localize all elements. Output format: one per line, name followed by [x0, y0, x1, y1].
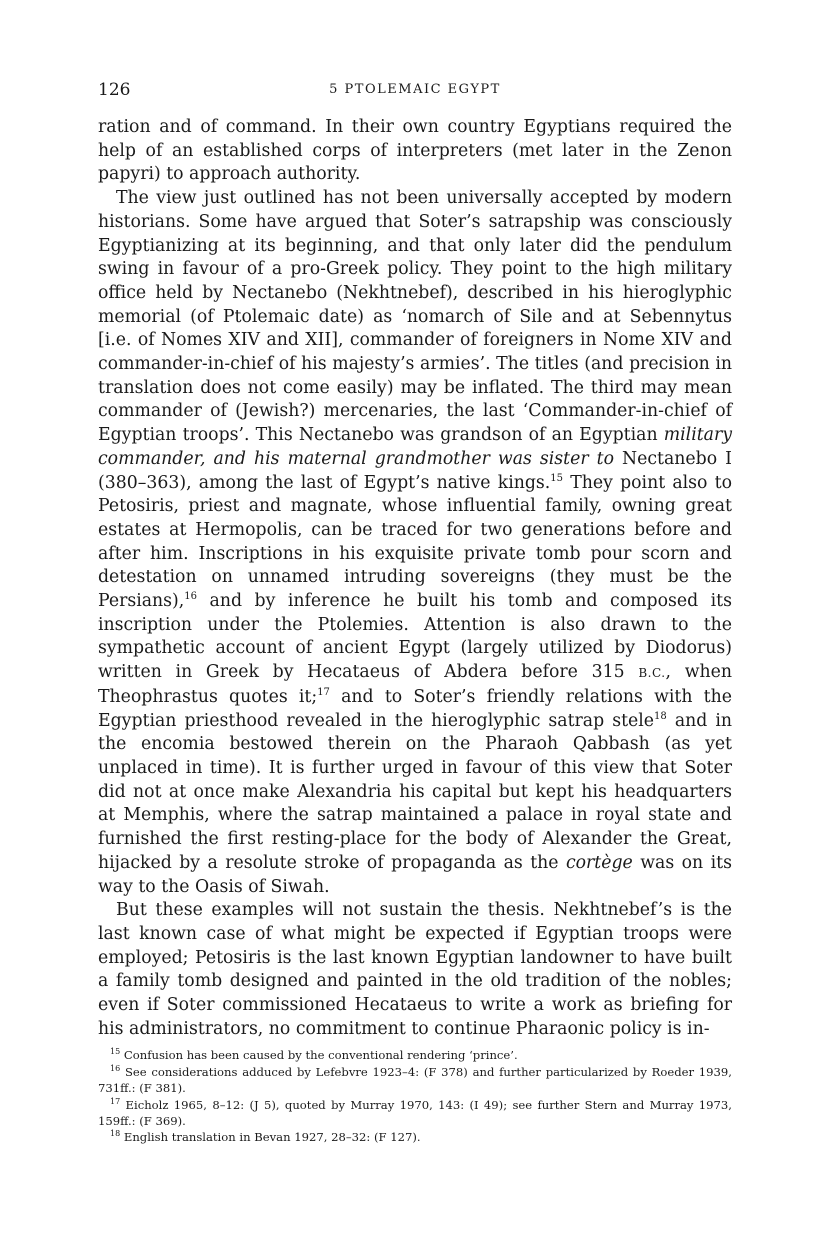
- footnote-text: English translation in Bevan 1927, 28–32: (F 127).: [120, 1130, 421, 1145]
- text-run: and by inference he built his tomb and composed its inscription under the Ptolemies. Attention is also drawn to the sympathetic account of ancient Egypt (largely utilized by Diodorus) written in Greek by Hecataeus of Abdera before 315: [98, 591, 732, 683]
- text-run: and in the encomia bestowed therein on the Pharaoh Qabbash (as yet unplaced in time). It is further urged in favour of this view that Soter did not at once make Alexandria his capital but kept his headquarters at Memphis, where the satrap maintained a palace in royal state and furnished the first resting-place for the body of Alexander the Great, hijacked by a resolute stroke of propaganda as the: [98, 710, 733, 873]
- footnote-number: 16: [110, 1063, 121, 1073]
- footnote: [98, 1064, 732, 1097]
- footnotes: [98, 1047, 732, 1145]
- italic-text: military commander, and his maternal grandmother was sister to: [98, 425, 732, 469]
- footnote-ref: 15: [550, 472, 564, 484]
- italic-text: cortège: [565, 852, 633, 873]
- small-caps-text: B.C.: [638, 666, 666, 681]
- footnote: [98, 1047, 732, 1063]
- footnote-text: Eicholz 1965, 8–12: (J 5), quoted by Murray 1970, 143: (I 49); see further Stern and Murray 1973, 159ff.: (F 369).: [98, 1097, 732, 1129]
- body-text: [98, 116, 732, 1041]
- footnote-ref: 16: [184, 591, 198, 603]
- footnote-number: 18: [110, 1129, 121, 1139]
- book-page: [98, 80, 732, 1146]
- paragraph: [98, 187, 732, 899]
- footnote-number: 17: [110, 1096, 121, 1106]
- footnote: [98, 1129, 732, 1145]
- text-run: was on its way to the Oasis of Siwah.: [98, 852, 732, 897]
- footnote-number: 15: [110, 1047, 121, 1057]
- footnote-text: Confusion has been caused by the conventional rendering ‘prince’.: [120, 1048, 518, 1063]
- text-run: Nectanebo I (380–363), among the last of Egypt’s native kings.: [98, 448, 732, 493]
- text-run: But these examples will not sustain the thesis. Nekhtnebef’s is the last known case of what might be expected if Egyptian troops were employed; Petosiris is the last known Egyptian landowner to have built a family tomb designed and painted in the old tradition of the nobles; even if Soter commissioned Hecataeus to write a work as briefing for his administrators, no commitment to continue Pharaonic policy is in-: [98, 900, 732, 1039]
- running-header: [98, 80, 732, 106]
- running-title: 5 PTOLEMAIC EGYPT: [329, 82, 501, 97]
- footnote-ref: 17: [317, 687, 330, 699]
- footnote-ref: 18: [654, 710, 667, 722]
- text-run: The view just outlined has not been universally accepted by modern historians. Some have argued that Soter’s satrapship was consciously Egyptianizing at its beginning, and that only later did the pendulum swing in favour of a pro-Greek policy. They point to the high military office held by Nectanebo (Nekhtnebef), described in his hieroglyphic memorial (of Ptolemaic date) as ‘nomarch of Sile and at Sebennytus [i.e. of Nomes XIV and XII], commander of foreigners in Nome XIV and commander-in-chief of his majesty’s armies’. The titles (and precision in translation does not come easily) may be inflated. The third may mean commander of (Jewish?) mercenaries, the last ‘Commander-in-chief of Egyptian troops’. This Nectanebo was grandson of an Egyptian: [98, 188, 732, 446]
- footnote-text: See considerations adduced by Lefebvre 1923–4: (F 378) and further particularized by Roeder 1939, 731ff.: (F 381).: [98, 1064, 732, 1096]
- paragraph: [98, 899, 732, 1041]
- text-run: , when Theophrastus quotes it;: [98, 662, 733, 707]
- text-run: ration and of command. In their own country Egyptians required the help of an established corps of interpreters (met later in the Zenon papyri) to approach authority.: [98, 117, 732, 185]
- text-run: and to Soter’s friendly relations with the Egyptian priesthood revealed in the hieroglyphic satrap stele: [98, 686, 732, 731]
- paragraph: [98, 116, 732, 187]
- text-run: They point also to Petosiris, priest and magnate, whose influential family, owning great estates at Hermopolis, can be traced for two generations before and after him. Inscriptions in his exquisite private tomb pour scorn and detestation on unnamed intruding sovereigns (they must be the Persians),: [98, 472, 733, 612]
- page-number: 126: [98, 80, 131, 100]
- footnote: [98, 1097, 732, 1130]
